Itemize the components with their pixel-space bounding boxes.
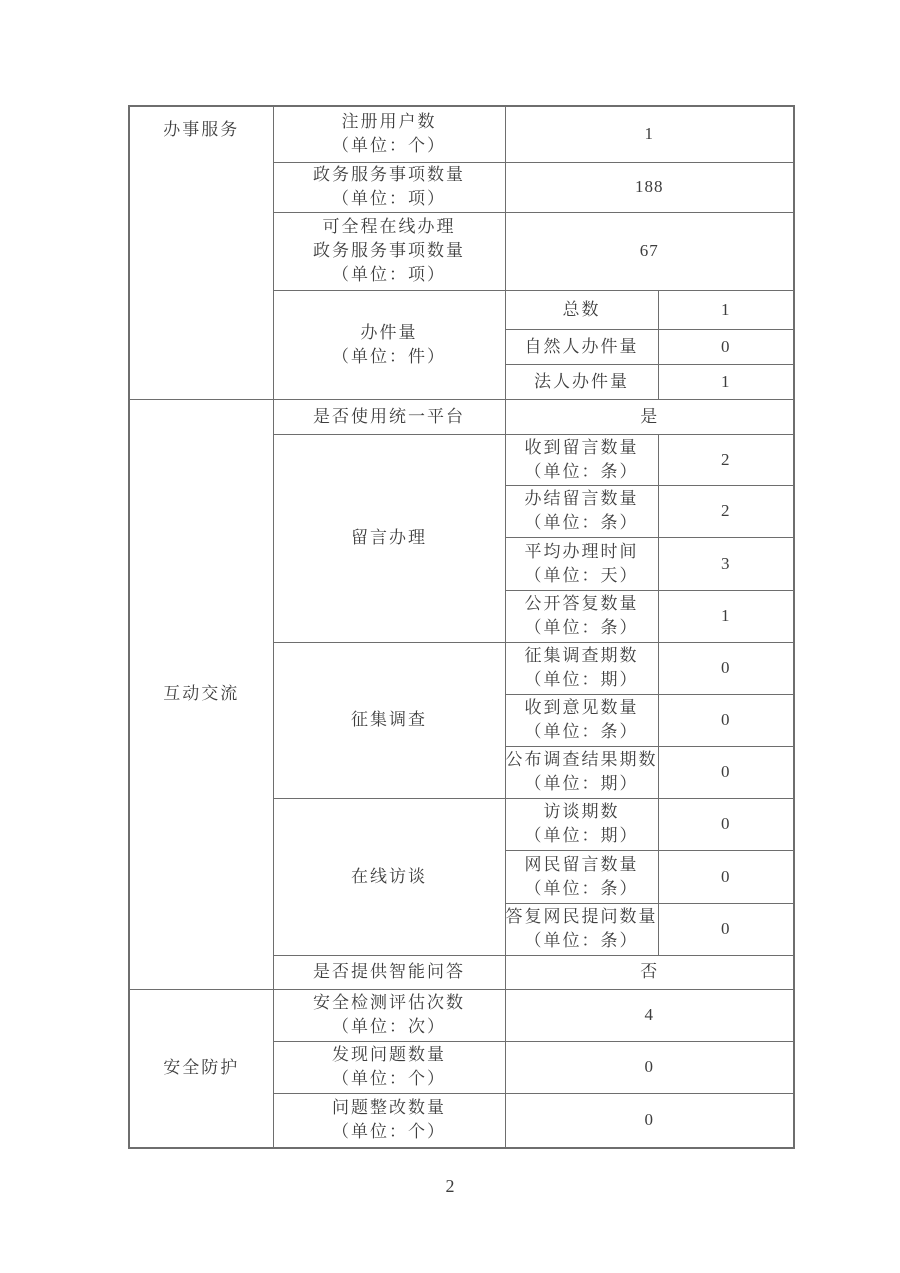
submetric-label-cell-text: 公布调查结果期数 [505,750,658,769]
metric-label-cell-text: 可全程在线办理 [322,217,456,236]
metric-label-cell [273,434,505,642]
value-text: 1 [721,299,731,319]
metric-label-cell-text: 问题整改数量 [332,1098,446,1118]
submetric-label-cell-text: （单位：期） [524,826,639,845]
submetric-label-cell-text: 平均办理时间 [524,541,639,561]
metric-label-cell-text: （单位：个） [332,1122,446,1142]
report-table-body [129,106,794,1148]
submetric-label-cell [505,329,658,364]
value-cell [505,212,794,290]
submetric-label-cell-text: 网民留言数量 [524,854,639,874]
metric-label-cell-text: 发现问题数量 [332,1045,446,1064]
value-cell [658,642,794,694]
submetric-label-cell-text: （单位：天） [524,565,639,585]
submetric-label-cell [505,590,658,642]
value-text: 0 [721,710,731,729]
value-cell [505,989,794,1041]
report-table [128,105,795,1149]
metric-label-cell [273,989,505,1041]
submetric-label-cell-text: （单位：条） [524,461,639,481]
submetric-label-cell [505,694,658,746]
submetric-label-cell-text: 收到意见数量 [524,698,639,717]
metric-label-cell-text: 政务服务事项数量 [313,241,465,260]
value-text: 4 [644,1005,654,1024]
submetric-label-cell [505,364,658,399]
group-cell [129,989,273,1148]
metric-label-cell [273,106,505,162]
value-cell [505,399,794,434]
metric-label-cell-text: 办件量 [360,322,418,342]
submetric-label-cell-text: 办结留言数量 [524,489,639,508]
value-text: 2 [721,449,731,469]
value-text: 188 [635,177,664,196]
value-text: 2 [721,501,731,520]
metric-label-cell [273,1041,505,1093]
value-cell [658,903,794,955]
value-text: 67 [639,241,659,260]
metric-label-cell-text: （单位：件） [332,346,446,366]
group-label: 办事服务 [163,120,240,139]
table-row [129,989,794,1041]
submetric-label-cell [505,290,658,329]
value-text: 0 [721,336,731,356]
metric-label-cell-text: 是否使用统一平台 [313,406,465,426]
submetric-label-cell-text: （单位：期） [524,774,639,793]
value-text: 0 [721,866,731,886]
value-text: 1 [644,124,654,144]
metric-label-cell [273,162,505,212]
submetric-label-cell-text: 征集调查期数 [524,646,639,665]
value-text: 0 [721,814,731,833]
submetric-label-cell-text: （单位：条） [524,618,639,637]
metric-label-cell-text: （单位：个） [332,136,446,156]
value-text: 0 [721,762,731,781]
metric-label-cell-text: 留言办理 [351,528,427,547]
metric-label-cell [273,1093,505,1148]
group-cell [129,399,273,989]
metric-label-cell-text: （单位：个） [332,1069,446,1088]
submetric-label-cell [505,746,658,798]
value-cell [505,162,794,212]
value-cell [658,746,794,798]
value-cell [658,798,794,850]
submetric-label-cell [505,850,658,903]
submetric-label-cell-text: 法人办件量 [534,371,629,391]
submetric-label-cell-text: （单位：期） [524,670,639,689]
value-cell [658,537,794,590]
submetric-label-cell-text: （单位：条） [524,722,639,741]
value-text: 是 [640,406,659,426]
submetric-label-cell-text: （单位：条） [524,931,639,950]
submetric-label-cell [505,798,658,850]
value-text: 0 [644,1110,654,1130]
value-cell [658,850,794,903]
value-cell [658,434,794,485]
metric-label-cell [273,212,505,290]
submetric-label-cell [505,434,658,485]
value-cell [658,694,794,746]
metric-label-cell [273,798,505,955]
page-number: 2 [445,1176,455,1196]
value-cell [658,329,794,364]
submetric-label-cell [505,485,658,537]
metric-label-cell-text: 安全检测评估次数 [313,993,465,1012]
submetric-label-cell-text: （单位：条） [524,878,639,898]
submetric-label-cell-text: 收到留言数量 [524,437,639,457]
value-cell [505,955,794,989]
value-text: 1 [721,606,731,625]
value-text: 3 [721,553,731,573]
metric-label-cell [273,290,505,399]
value-cell [658,364,794,399]
metric-label-cell-text: 政务服务事项数量 [313,165,465,184]
value-text: 0 [721,919,731,938]
submetric-label-cell-text: 总数 [562,299,601,319]
value-text: 0 [721,658,731,677]
table-row [129,106,794,162]
submetric-label-cell-text: 公开答复数量 [524,594,639,613]
metric-label-cell [273,399,505,434]
metric-label-cell-text: （单位：次） [332,1017,446,1036]
value-text: 0 [644,1057,654,1076]
value-text: 1 [721,371,731,391]
metric-label-cell-text: （单位：项） [332,265,446,284]
value-cell [505,1093,794,1148]
table-row [129,399,794,434]
metric-label-cell-text: 是否提供智能问答 [313,962,465,981]
value-cell [505,1041,794,1093]
submetric-label-cell-text: 答复网民提问数量 [505,907,658,926]
submetric-label-cell-text: 自然人办件量 [524,336,639,356]
metric-label-cell [273,642,505,798]
metric-label-cell-text: （单位：项） [332,189,446,208]
group-label: 安全防护 [163,1058,240,1078]
metric-label-cell-text: 注册用户数 [341,112,437,132]
metric-label-cell [273,955,505,989]
value-cell [658,590,794,642]
group-label: 互动交流 [163,684,240,703]
value-cell [658,290,794,329]
group-cell [129,106,273,399]
metric-label-cell-text: 在线访谈 [351,866,427,886]
value-text: 否 [640,962,659,981]
value-cell [658,485,794,537]
submetric-label-cell [505,642,658,694]
metric-label-cell-text: 征集调查 [351,710,427,729]
value-cell [505,106,794,162]
submetric-label-cell-text: （单位：条） [524,513,639,532]
submetric-label-cell [505,537,658,590]
submetric-label-cell-text: 访谈期数 [543,802,620,821]
submetric-label-cell [505,903,658,955]
